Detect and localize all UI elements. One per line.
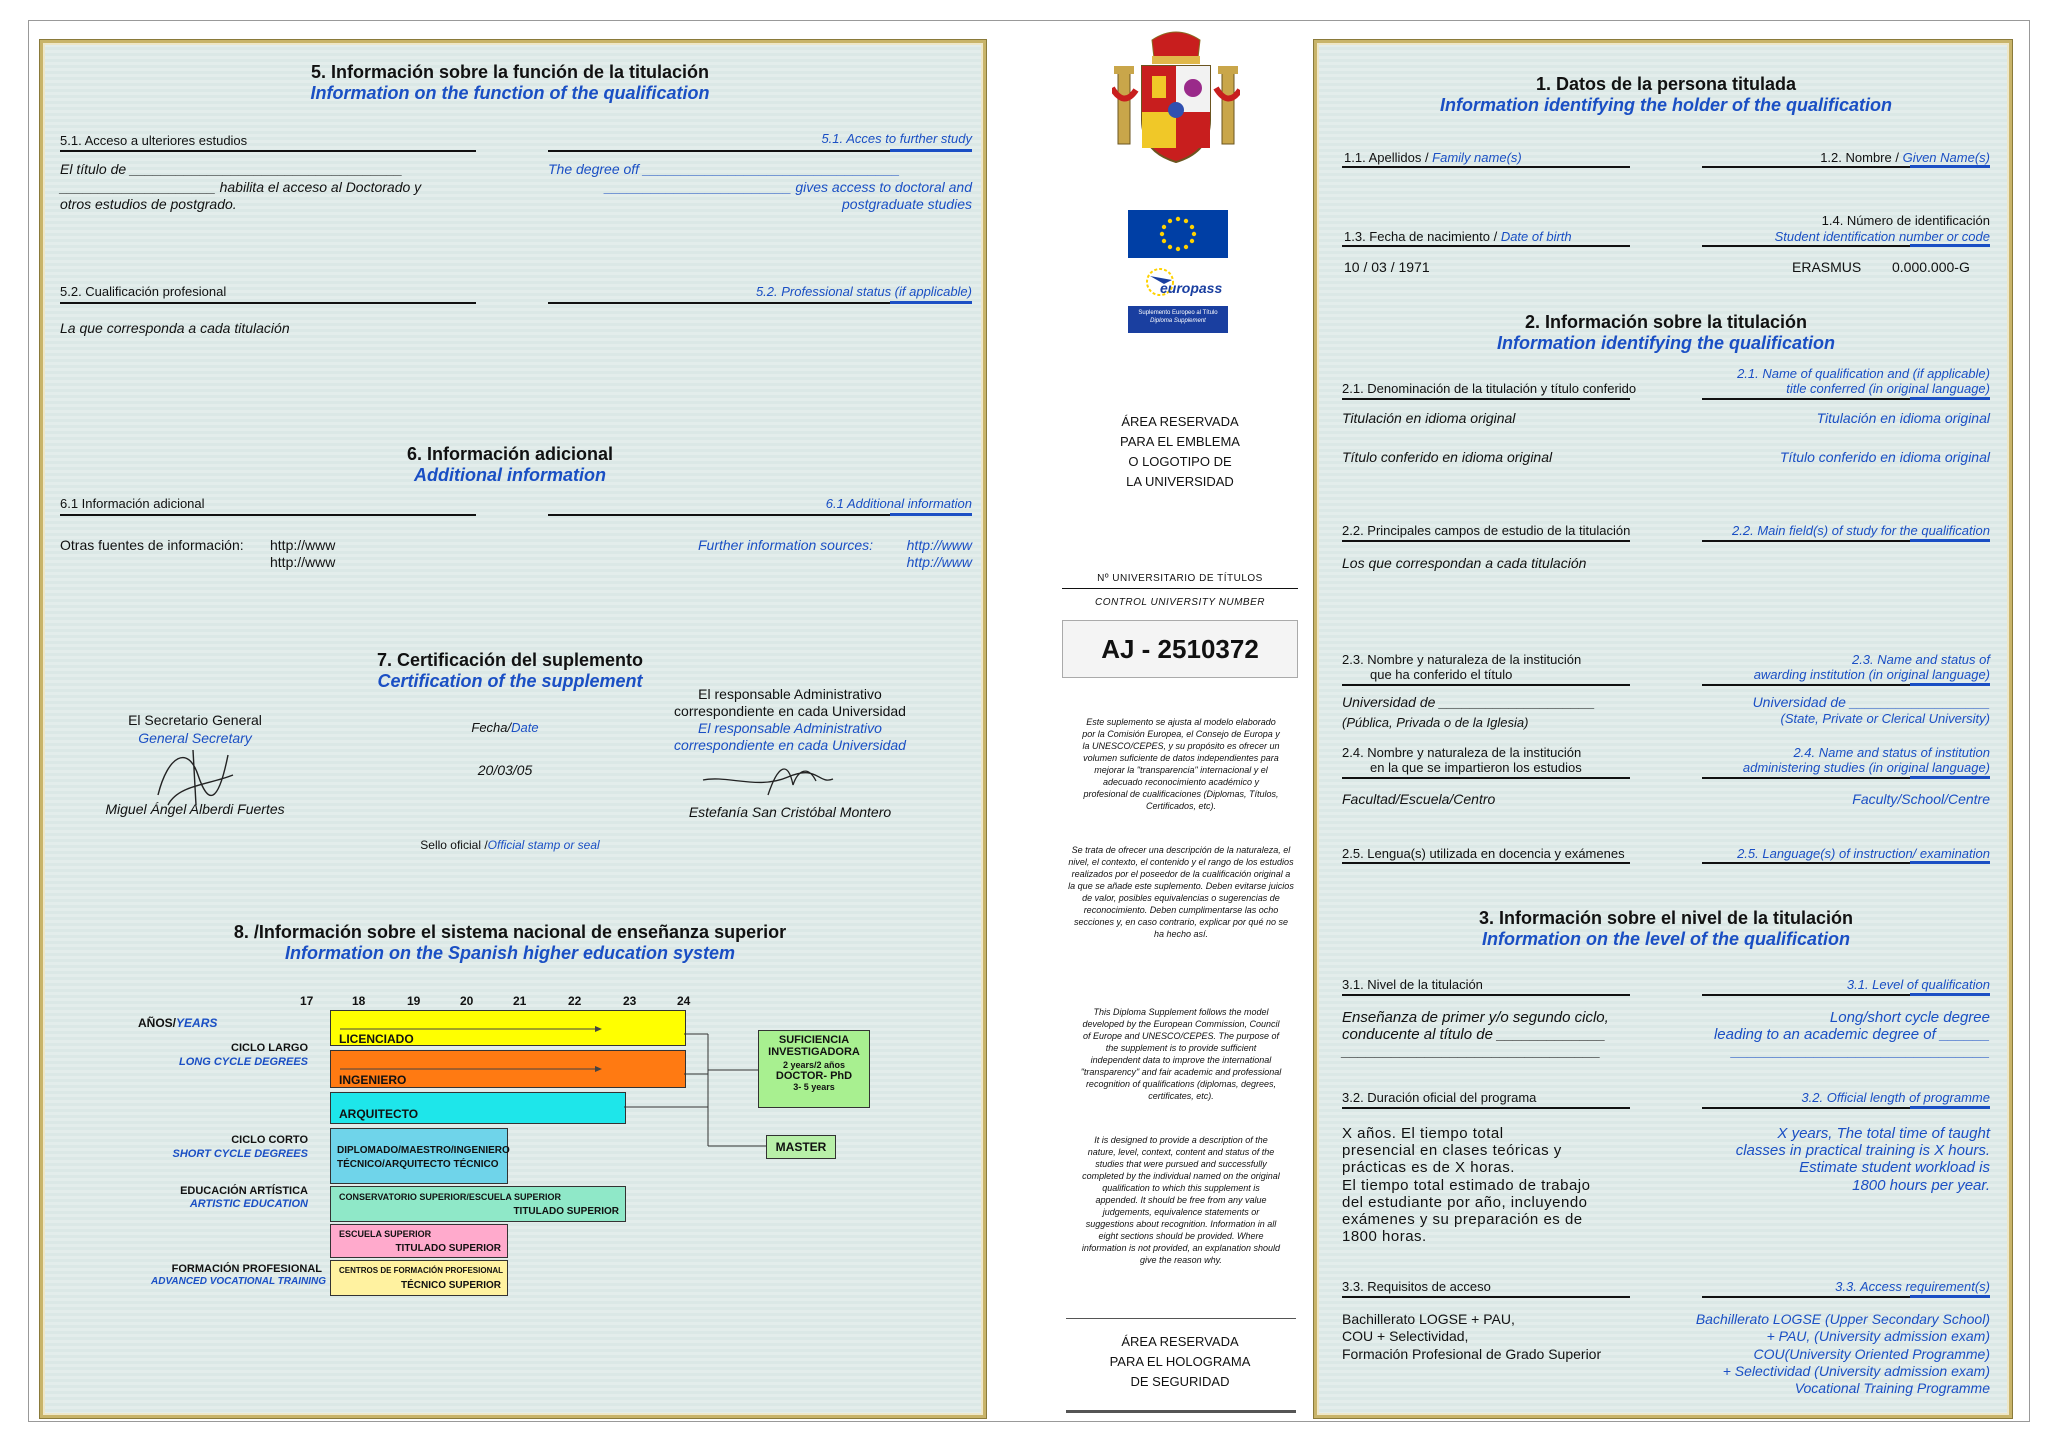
s5-2-value: La que corresponda a cada titulación — [60, 320, 290, 336]
s3-2-value-en-line: Estimate student workload is — [1799, 1159, 1990, 1176]
s3-1-value-en-1: Long/short cycle degree — [1829, 1009, 1990, 1026]
s1-3-label-en: Date of birth — [1500, 229, 1572, 244]
administrator-signature — [698, 755, 838, 805]
divider-blue — [1910, 244, 1990, 247]
conservatorio-label-1: CONSERVATORIO SUPERIOR/ESCUELA SUPERIOR — [339, 1192, 562, 1202]
divider-blue — [1910, 861, 1990, 864]
s3-2-label-es: 3.2. Duración oficial del programa — [1342, 1090, 1537, 1105]
s2-3-value-en-1: Universidad de __________________ — [1752, 694, 1990, 710]
s3-2-label-en: 3.2. Official length of programme — [1801, 1090, 1990, 1105]
s2-title-en: Information identifying the qualification — [1497, 333, 1835, 353]
europass-badge — [1128, 306, 1228, 333]
s3-2-value-en-line: classes in practical training is X hours. — [1735, 1142, 1990, 1159]
s3-1-label-en: 3.1. Level of qualification — [1846, 977, 1990, 992]
s2-3-value-es-2: (Pública, Privada o de la Iglesia) — [1342, 715, 1529, 730]
age-22: 22 — [568, 994, 582, 1008]
s3-3-value-en-line: Vocational Training Programme — [1794, 1380, 1990, 1396]
long-cycle-es: CICLO LARGO — [231, 1042, 308, 1054]
s7-stamp-en: Official stamp or seal — [487, 838, 600, 852]
centros-bar — [330, 1260, 508, 1296]
s1-3-label-es: 1.3. Fecha de nacimiento / — [1344, 229, 1501, 244]
vocational-es: FORMACIÓN PROFESIONAL — [171, 1263, 322, 1275]
s6-sources-label-es: Otras fuentes de información: — [60, 537, 244, 553]
divider-blue — [890, 301, 972, 304]
divider — [1342, 1107, 1630, 1109]
s7-resp-name: Estefanía San Cristóbal Montero — [688, 804, 892, 820]
s2-4-label-es-1: 2.4. Nombre y naturaleza de la institución — [1342, 745, 1582, 760]
s8-title-es: 8. /Información sobre el sistema nacional de enseñanza superior — [233, 922, 787, 942]
s3-2-value-es-line: presencial en clases teóricas y — [1342, 1142, 1562, 1159]
s5-title-en: Information on the function of the qualification — [310, 83, 710, 103]
s2-5-label-en: 2.5. Language(s) of instruction/ examination — [1737, 846, 1990, 861]
short-cycle-en: SHORT CYCLE DEGREES — [172, 1148, 308, 1160]
arquitecto-label: ARQUITECTO — [339, 1107, 419, 1121]
date-of-birth: 10 / 03 / 1971 — [1344, 259, 1430, 275]
s7-stamp-label — [320, 838, 700, 852]
divider-blue — [890, 513, 972, 516]
years-label-es: AÑOS/ — [138, 1016, 177, 1030]
divider — [60, 302, 476, 304]
s1-4-label-en: Student identification number or code — [1774, 229, 1990, 244]
s3-3-value-en-line: COU(University Oriented Programme) — [1753, 1346, 1990, 1362]
divider — [1342, 684, 1630, 686]
s2-2-label-es: 2.2. Principales campos de estudio de la titulación — [1342, 523, 1631, 538]
s7-secretary-en: General Secretary — [138, 730, 252, 746]
divider — [1342, 777, 1630, 779]
s6-1-label-en: 6.1 Additional information — [825, 496, 972, 511]
erasmus-label: ERASMUS — [1792, 259, 1862, 275]
s3-1-value-es-3: _______________________________ — [1342, 1043, 1601, 1060]
s2-5-label-es: 2.5. Lengua(s) utilizada en docencia y exámenes — [1342, 846, 1625, 861]
s2-1-value-a-es: Titulación en idioma original — [1342, 410, 1516, 426]
suficiencia-4: DOCTOR- PhD — [775, 1070, 853, 1082]
s2-3-label-es-1: 2.3. Nombre y naturaleza de la institución — [1342, 652, 1582, 667]
s5-1-value-es-2: ____________________ habilita el acceso al Doctorado y — [60, 179, 422, 195]
intro-en-1: This Diploma Supplement follows the model developed by the European Commission, Council of Europe and UNESCO/CEPES. The purpose of the supplement is to provide sufficient independent data to improve the international "transparency" and fair academic and professional recognition of qualifications (diplomas, degrees, certificates, etc). — [1080, 1007, 1282, 1101]
s5-1-value-es-3: otros estudios de postgrado. — [60, 196, 237, 212]
s5-1-label-es: 5.1. Acceso a ulteriores estudios — [60, 133, 248, 148]
suficiencia-1: SUFICIENCIA — [778, 1034, 850, 1046]
s2-4-label-en-2: administering studies (in original language) — [1742, 760, 1990, 775]
years-label — [138, 1016, 217, 1030]
s2-title-es: 2. Información sobre la titulación — [1524, 312, 1808, 332]
age-21: 21 — [513, 994, 527, 1008]
s1-2-label-es: 1.2. Nombre / — [1820, 150, 1903, 165]
artistic-es: EDUCACIÓN ARTÍSTICA — [180, 1185, 308, 1197]
master-box — [766, 1135, 836, 1159]
s2-4-label-es-2: en la que se impartieron los estudios — [1370, 760, 1582, 775]
s6-url-3[interactable]: http://www — [906, 537, 972, 553]
s7-resp-en-1: El responsable Administrativo — [698, 720, 882, 736]
s3-3-value-es-line: COU + Selectividad, — [1342, 1328, 1469, 1344]
divider — [1342, 1296, 1630, 1298]
divider — [60, 514, 476, 516]
s1-1-label-es: 1.1. Apellidos / — [1344, 150, 1433, 165]
hologram-area-2: PARA EL HOLOGRAMA — [1109, 1354, 1251, 1369]
s3-3-value-en-line: Bachillerato LOGSE (Upper Secondary School) — [1695, 1311, 1990, 1327]
s3-1-value-en-2: leading to an academic degree of ______ — [1713, 1026, 1990, 1043]
ingeniero-label: INGENIERO — [339, 1073, 407, 1087]
age-17: 17 — [300, 994, 314, 1008]
spain-coat-of-arms-icon — [1112, 28, 1240, 168]
age-18: 18 — [352, 994, 366, 1008]
escuela-label-2: TITULADO SUPERIOR — [395, 1243, 501, 1254]
s1-4-label-es: 1.4. Número de identificación — [1821, 213, 1990, 228]
divider — [1342, 166, 1630, 168]
s7-resp-en-2: correspondiente en cada Universidad — [674, 737, 906, 753]
divider — [1342, 862, 1630, 864]
s2-1-value-a-en: Titulación en idioma original — [1816, 410, 1990, 426]
s6-1-label-es: 6.1 Información adicional — [60, 496, 205, 511]
hologram-area-1: ÁREA RESERVADA — [1121, 1334, 1239, 1349]
control-number-box — [1062, 620, 1298, 678]
vocational-en: ADVANCED VOCATIONAL TRAINING — [151, 1276, 326, 1287]
s6-url-2[interactable]: http://www — [270, 554, 336, 570]
divider-blue — [1910, 397, 1990, 400]
control-number: AJ - 2510372 — [1101, 634, 1259, 664]
s7-title-es: 7. Certificación del suplemento — [376, 650, 644, 670]
control-number-label-es: Nº UNIVERSITARIO DE TÍTULOS — [1097, 573, 1263, 584]
short-cycle-es: CICLO CORTO — [231, 1134, 308, 1146]
s2-3-label-en-1: 2.3. Name and status of — [1851, 652, 1990, 667]
s6-title-en: Additional information — [414, 465, 606, 485]
divider-blue — [1910, 776, 1990, 779]
hologram-area-3: DE SEGURIDAD — [1130, 1374, 1230, 1389]
eu-flag — [1128, 210, 1228, 258]
divider-blue — [1910, 539, 1990, 542]
centros-label-2: TÉCNICO SUPERIOR — [400, 1280, 501, 1291]
divider — [1342, 245, 1630, 247]
s3-1-value-es-2: conducente al título de _____________ — [1342, 1026, 1606, 1043]
s5-2-label-es: 5.2. Cualificación profesional — [60, 284, 227, 299]
divider-blue — [1910, 165, 1990, 168]
s2-1-value-b-es: Título conferido en idioma original — [1342, 449, 1553, 465]
s7-resp-es-1: El responsable Administrativo — [698, 686, 882, 702]
divider — [1342, 398, 1630, 400]
eu-stars-icon — [1128, 210, 1228, 258]
s3-3-value-es-line: Formación Profesional de Grado Superior — [1342, 1346, 1602, 1362]
suficiencia-3: 2 years/2 años — [782, 1060, 846, 1070]
conservatorio-label-2: TITULADO SUPERIOR — [513, 1206, 619, 1217]
s7-date-label-en: Date — [511, 720, 539, 735]
logo-area-3: O LOGOTIPO DE — [1128, 454, 1232, 469]
s2-4-label-en-1: 2.4. Name and status of institution — [1793, 745, 1990, 760]
s3-3-label-es: 3.3. Requisitos de acceso — [1342, 1279, 1491, 1294]
s7-secretary-name: Miguel Ángel Alberdi Fuertes — [105, 801, 285, 817]
age-20: 20 — [460, 994, 474, 1008]
s3-2-value-es-line: 1800 horas. — [1342, 1228, 1427, 1245]
europass-wordmark: europass — [1160, 280, 1223, 296]
s5-title-es: 5. Información sobre la función de la titulación — [310, 62, 710, 82]
logo-area-4: LA UNIVERSIDAD — [1126, 474, 1234, 489]
logo-area-2: PARA EL EMBLEMA — [1120, 434, 1240, 449]
s3-2-value-en-line: 1800 hours per year. — [1852, 1177, 1990, 1194]
s7-resp-es-2: correspondiente en cada Universidad — [674, 703, 906, 719]
s1-2-label — [1700, 150, 1990, 165]
s3-2-value-es-line: X años. El tiempo total — [1342, 1125, 1504, 1142]
europass-logo — [1142, 266, 1222, 302]
s2-1-label-en-1: 2.1. Name of qualification and (if applicable) — [1737, 366, 1990, 381]
s6-sources-label-en: Further information sources: — [698, 537, 874, 553]
intro-en-2: It is designed to provide a description of the nature, level, context, content and status of the studies that were pursued and successfully completed by the individual named on the original qualification to which this supplement is appended. It should be free from any value judgements, equivalence statements or suggestions about recognition. Information in all eight sections should be provided. Where information is not provided, an explanation should give the reason why. — [1081, 1135, 1281, 1265]
master-label: MASTER — [775, 1140, 827, 1154]
s1-title-en: Information identifying the holder of the qualification — [1440, 95, 1892, 115]
diplomado-label-2: TÉCNICO/ARQUITECTO TÉCNICO — [337, 1159, 499, 1170]
divider — [1062, 588, 1298, 589]
s7-title-en: Certification of the supplement — [377, 671, 643, 691]
suficiencia-box — [758, 1030, 870, 1108]
s1-1-label-en: Family name(s) — [1432, 150, 1522, 165]
s2-4-value-es: Facultad/Escuela/Centro — [1342, 791, 1496, 807]
s5-1-value-en-3: postgraduate studies — [842, 196, 972, 212]
s3-2-value-es-line: El tiempo total estimado de trabajo — [1342, 1177, 1591, 1194]
s5-2-label-en: 5.2. Professional status (if applicable) — [755, 284, 972, 299]
artistic-en: ARTISTIC EDUCATION — [189, 1198, 308, 1210]
years-label-en: YEARS — [176, 1016, 218, 1030]
s3-2-value-en-line: X years, The total time of taught — [1777, 1125, 1990, 1142]
s6-title-es: 6. Información adicional — [406, 444, 614, 464]
s3-1-value-es-1: Enseñanza de primer y/o segundo ciclo, — [1342, 1009, 1609, 1026]
divider — [1066, 1318, 1296, 1319]
s2-4-value-en: Faculty/School/Centre — [1852, 791, 1990, 807]
suficiencia-5: 3- 5 years — [793, 1082, 835, 1092]
s3-3-label-en: 3.3. Access requirement(s) — [1835, 1279, 1990, 1294]
divider-blue — [1910, 993, 1990, 996]
s3-1-label-es: 3.1. Nivel de la titulación — [1342, 977, 1483, 992]
s3-3-value-en-line: + PAU, (University admission exam) — [1766, 1328, 1990, 1344]
centros-label-1: CENTROS DE FORMACIÓN PROFESIONAL — [339, 1266, 504, 1275]
long-cycle-en: LONG CYCLE DEGREES — [179, 1056, 308, 1068]
s5-1-value-en-2: ________________________ gives access to doctoral and — [604, 179, 972, 195]
age-24: 24 — [677, 994, 691, 1008]
s3-1-value-en-3: _______________________________ — [1731, 1043, 1990, 1060]
control-number-label-en: CONTROL UNIVERSITY NUMBER — [1095, 597, 1265, 608]
s3-3-value-es-line: Bachillerato LOGSE + PAU, — [1342, 1311, 1515, 1327]
s2-3-label-es-2: que ha conferido el título — [1370, 667, 1513, 682]
s1-1-label — [1344, 150, 1522, 165]
s2-2-value: Los que correspondan a cada titulación — [1342, 555, 1587, 571]
s2-1-value-b-en: Título conferido en idioma original — [1779, 449, 1990, 465]
s2-3-value-es-1: Universidad de ____________________ — [1342, 694, 1595, 710]
s7-stamp-es: Sello oficial / — [420, 838, 488, 852]
intro-es-2: Se trata de ofrecer una descripción de la naturaleza, el nivel, el contexto, el contenido y el rango de los estudios realizados por el poseedor de la cualificación original a la que se añade este suplemento. Deben evitarse juicios de valor, posibles equivalencias o sugerencias de reconocimiento. Deben cumplimentarse las ocho secciones y, en caso contrario, explicar por qué no se ha hecho así. — [1068, 845, 1294, 939]
diagram-connectors — [330, 1010, 790, 1160]
divider-blue — [1910, 683, 1990, 686]
s2-3-value-en-2: (State, Private or Clerical University) — [1780, 711, 1990, 726]
logo-area-1: ÁREA RESERVADA — [1121, 414, 1239, 429]
s2-1-label-es: 2.1. Denominación de la titulación y título conferido — [1342, 381, 1637, 396]
s1-2-label-en: Given Name(s) — [1902, 150, 1990, 165]
s5-1-value-es-1: El título de ___________________________________ — [60, 161, 403, 177]
s6-url-4[interactable]: http://www — [906, 554, 972, 570]
escuela-bar — [330, 1224, 508, 1258]
s2-3-label-en-2: awarding institution (in original language) — [1753, 667, 1990, 682]
divider — [1066, 1410, 1296, 1413]
s2-2-label-en: 2.2. Main field(s) of study for the qualification — [1732, 523, 1990, 538]
s1-3-label — [1344, 229, 1572, 244]
s2-1-label-en-2: title conferred (in original language) — [1786, 381, 1990, 396]
s3-title-es: 3. Información sobre el nivel de la titulación — [1478, 908, 1854, 928]
id-number: 0.000.000-G — [1892, 259, 1970, 275]
licenciado-label: LICENCIADO — [339, 1032, 414, 1046]
s3-2-value-es-line: prácticas es de X horas. — [1342, 1159, 1515, 1176]
age-19: 19 — [407, 994, 421, 1008]
europass-badge-1: Suplemento Europeo al Título — [1138, 310, 1218, 316]
s7-date-label-es: Fecha/ — [471, 720, 512, 735]
intro-es-1: Este suplemento se ajusta al modelo elaborado por la Comisión Europea, el Consejo de Europa y la UNESCO/CEPES, y su propósito es ofrecer un volumen suficiente de datos independientes para mejorar la "transparencia" internacional y el adecuado reconocimiento académico y profesional de cualificaciones (Diplomas, Títulos, Certificados, etc). — [1082, 717, 1280, 811]
s3-2-value-es-line: del estudiante por año, incluyendo — [1342, 1194, 1588, 1211]
s1-title-es: 1. Datos de la persona titulada — [1535, 74, 1797, 94]
divider-blue — [890, 149, 972, 152]
conservatorio-bar — [330, 1186, 626, 1222]
diplomado-label-1: DIPLOMADO/MAESTRO/INGENIERO — [337, 1145, 510, 1156]
s3-2-value-es-line: exámenes y su preparación es de — [1342, 1211, 1583, 1228]
divider — [1342, 540, 1630, 542]
s3-title-en: Information on the level of the qualification — [1481, 929, 1850, 949]
s7-date-label — [420, 720, 590, 735]
s3-3-value-en-line: + Selectividad (University admission exam) — [1722, 1363, 1990, 1379]
europass-badge-2: Diploma Supplement — [1150, 318, 1206, 324]
age-23: 23 — [623, 994, 637, 1008]
escuela-label-1: ESCUELA SUPERIOR — [339, 1229, 432, 1239]
s8-title-en: Information on the Spanish higher education system — [284, 943, 736, 963]
s7-date-value: 20/03/05 — [477, 762, 533, 778]
s5-1-label-en: 5.1. Acces to further study — [821, 131, 972, 146]
divider-blue — [1910, 1106, 1990, 1109]
s6-url-1[interactable]: http://www — [270, 537, 336, 553]
divider — [60, 150, 476, 152]
suficiencia-2: INVESTIGADORA — [768, 1046, 860, 1058]
s7-secretary-es: El Secretario General — [128, 712, 262, 728]
s5-1-value-en-1: The degree off _________________________________ — [548, 161, 900, 177]
divider-blue — [1910, 1295, 1990, 1298]
divider — [1342, 994, 1630, 996]
